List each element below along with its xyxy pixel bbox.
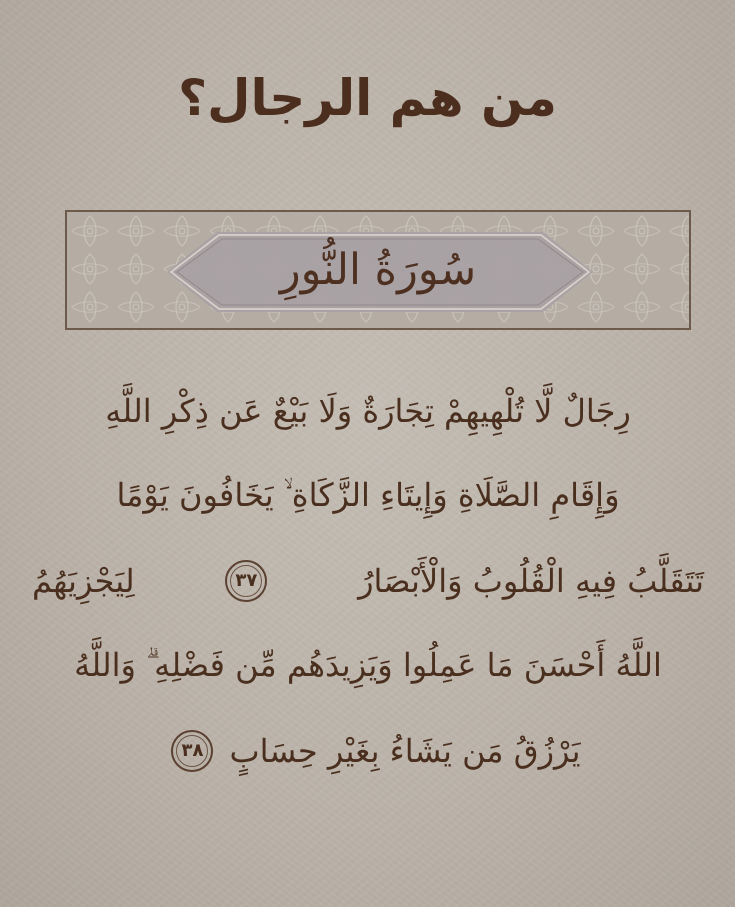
surah-title: سُورَةُ النُّورِ <box>279 244 477 295</box>
verse-segment: لِيَجْزِيَهُمُ <box>32 561 135 600</box>
verse-number: ٣٨ <box>181 740 204 761</box>
verse-text <box>32 368 704 793</box>
verse-marker-icon <box>225 560 267 602</box>
surah-banner <box>65 210 691 330</box>
verse-marker-icon <box>171 730 213 772</box>
verse-number: ٣٧ <box>235 570 258 591</box>
page-title: من هم الرجال؟ <box>178 69 557 127</box>
verse-line: اللَّهُ أَحْسَنَ مَا عَمِلُوا وَيَزِيدَهُم مِّن فَضْلِهِ ۗ وَاللَّهُ <box>74 646 662 684</box>
verse-line <box>32 708 704 793</box>
verse-line: رِجَالٌ لَّا تُلْهِيهِمْ تِجَارَةٌ وَلَا بَيْعٌ عَن ذِكْرِ اللَّهِ <box>105 391 631 430</box>
verse-segment: تَتَقَلَّبُ فِيهِ الْقُلُوبُ وَالْأَبْصَارُ <box>358 561 704 600</box>
verse-segment: يَرْزُقُ مَن يَشَاءُ بِغَيْرِ حِسَابٍ <box>229 731 581 770</box>
verse-line <box>32 538 704 623</box>
verse-line: وَإِقَامِ الصَّلَاةِ وَإِيتَاءِ الزَّكَاةِ ۙ يَخَافُونَ يَوْمًا <box>116 476 620 514</box>
